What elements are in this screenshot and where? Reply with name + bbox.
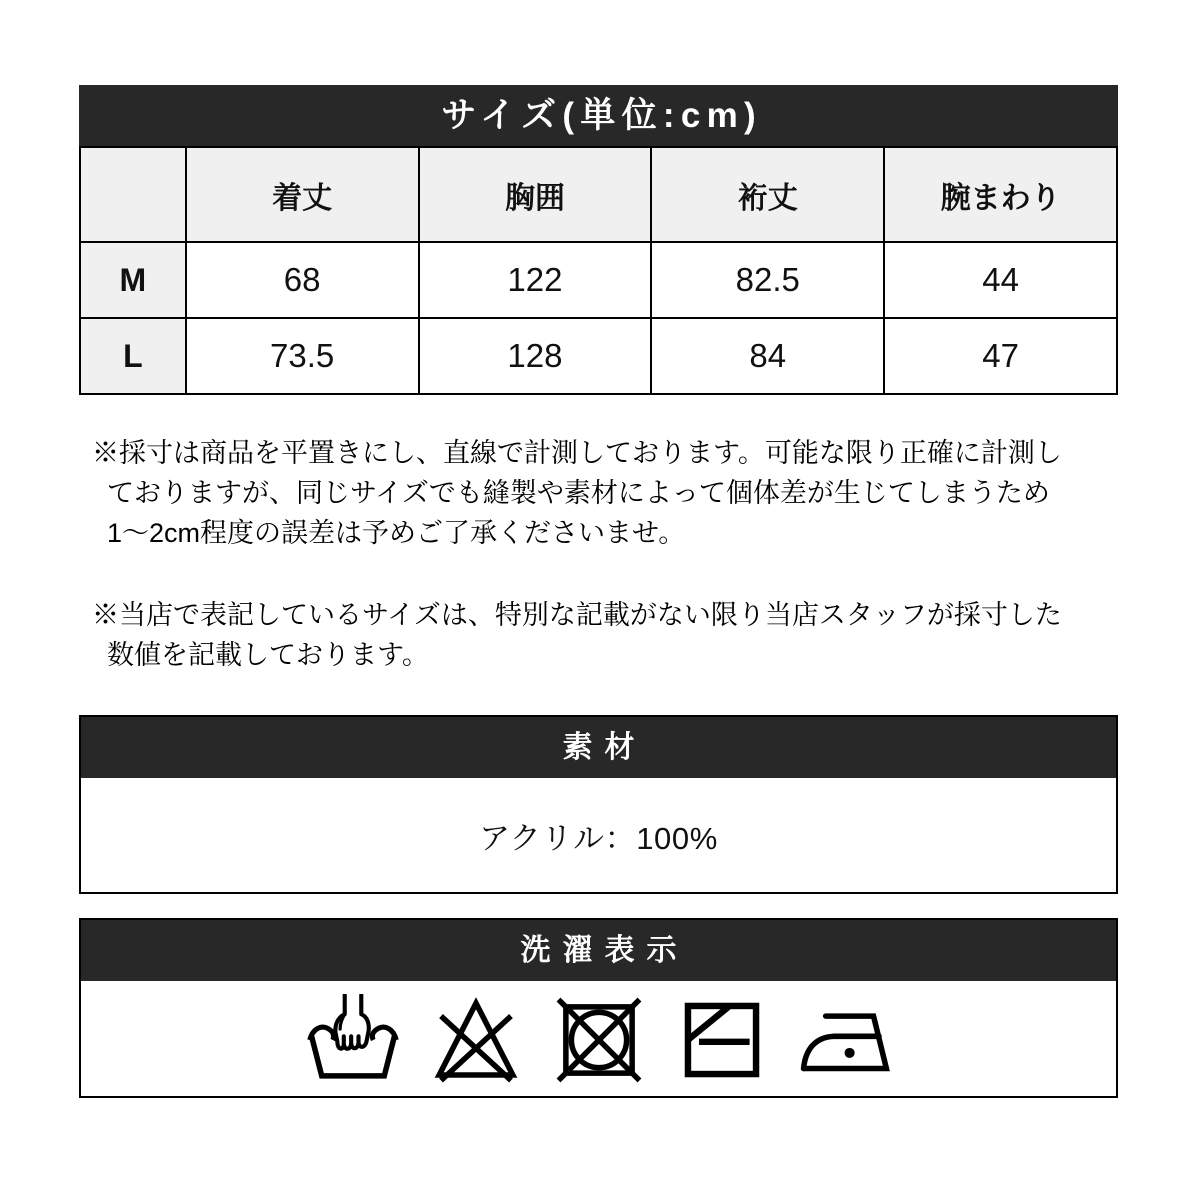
size-value-cell: 44 xyxy=(884,242,1117,318)
do-not-bleach-icon xyxy=(428,994,524,1086)
size-row-label: M xyxy=(80,242,186,318)
hand-wash-icon xyxy=(305,994,401,1086)
size-table-corner-cell xyxy=(80,147,186,242)
note-line: 1〜2cm程度の誤差は予めご了承くださいませ。 xyxy=(107,518,686,548)
size-value-cell: 47 xyxy=(884,318,1117,394)
note-line: ておりますが、同じサイズでも縫製や素材によって個体差が生じてしまうため xyxy=(107,478,1050,508)
measurement-note xyxy=(92,595,1122,675)
dry-flat-in-shade-icon xyxy=(674,994,770,1086)
size-value-cell: 68 xyxy=(186,242,419,318)
size-column-header: 裄丈 xyxy=(651,147,884,242)
size-table xyxy=(79,146,1118,395)
do-not-tumble-dry-icon xyxy=(551,994,647,1086)
size-row xyxy=(80,318,1117,394)
size-column-header: 腕まわり xyxy=(884,147,1117,242)
measurement-note xyxy=(92,433,1122,553)
size-column-header: 胸囲 xyxy=(419,147,652,242)
size-value-cell: 84 xyxy=(651,318,884,394)
size-table-section xyxy=(79,85,1118,395)
size-table-body xyxy=(80,242,1117,394)
size-value-cell: 128 xyxy=(419,318,652,394)
size-value-cell: 82.5 xyxy=(651,242,884,318)
note-line: ※採寸は商品を平置きにし、直線で計測しております。可能な限り正確に計測し xyxy=(92,438,1062,468)
material-section xyxy=(79,715,1118,894)
size-row xyxy=(80,242,1117,318)
note-line: ※当店で表記しているサイズは、特別な記載がない限り当店スタッフが採寸した xyxy=(92,600,1062,630)
iron-low-heat-icon xyxy=(797,994,893,1086)
size-column-header: 着丈 xyxy=(186,147,419,242)
measurement-notes xyxy=(92,433,1122,675)
material-value: アクリル：100% xyxy=(479,820,718,856)
note-line: 数値を記載しております。 xyxy=(107,640,429,670)
size-value-cell: 122 xyxy=(419,242,652,318)
care-label-title: 洗濯表示 xyxy=(81,920,1116,981)
size-value-cell: 73.5 xyxy=(186,318,419,394)
care-label-section xyxy=(79,918,1118,1098)
size-table-header-row xyxy=(80,147,1117,242)
care-icons-row xyxy=(81,981,1116,1096)
size-row-label: L xyxy=(80,318,186,394)
material-title: 素材 xyxy=(81,717,1116,778)
size-table-title: サイズ(単位:cm) xyxy=(79,85,1118,146)
